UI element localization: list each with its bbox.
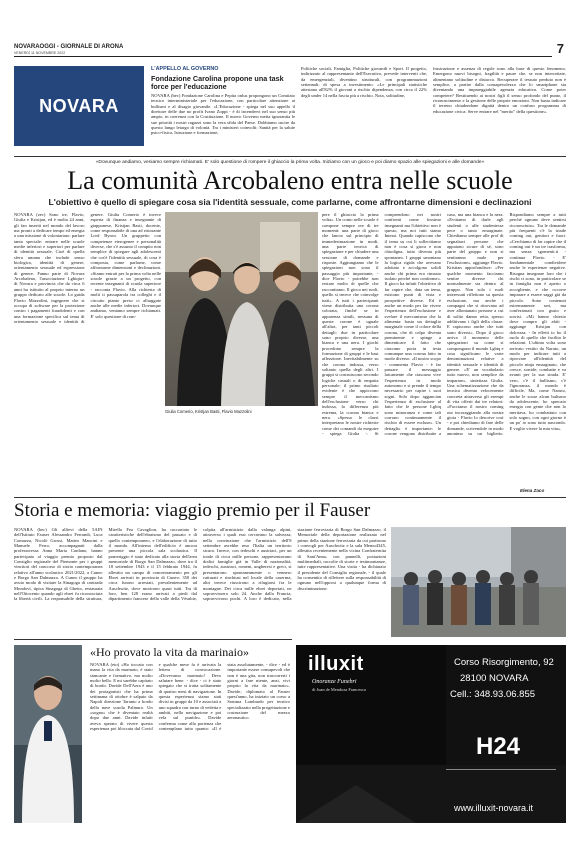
second-text: NOVARA (bec) Gli allievi della 5AIN dell'Istituto Fauser Alessandro Ferrandi, Luca Comazza, Nicolò Grossi, Matteo Mancini e Manuele Ferro, accompagnati dalla professoressa Anna Maria Cardano, hanno partecipato al viaggio premio proposto dal Consiglio regionale del Piemonte per i gruppi vincitori del concorso di storia contemporanea relativo all'anno scolastico 2021/2022, a Cuneo e Borgo San Dalmazzo. A Cuneo il gruppo ha avuto modo di visitare la Sinagoga di contrada Mondovì, tipica Sinagoga di Ghetto, restaurata nell'Ottocento quando agli ebrei fu riconosciuta la libertà civili. La responsabile della struttura, Mirella Fea Cavaglion, ha raccontato le caratteristiche dell'ebraismo del passato e di quello contemporaneo, e l'elaborazione di tutto il mondo. All'interno dell'edificio è ancora presente una piccola sala scolastica. Il pomeriggio è stato dedicato alla storia dell'area memoriale di Borgo San Dalmazzo, dove tra il 18 settembre 1943 e il 15 febbraio 1944, fu allestito un campo di concentramento per gli Ebrei arrivati in provincia di Cuneo: 350 dei circa furono arrestati, prevalentemente ad Auschwitz, dove morirono quasi tutti. Tra di loro, ben 128 erano arrivati a piedi dal dipartimento francese della valle della Vésubie, colpita all'armistizio dalla valanga alpini, attraverso i quali essi cercavano la salvezza, nella convinzione che l'armistizio dell'8 settembre avrebbe reso l'Italia un territorio sicuro. Invece, con tedeschi e austriaci, per un totale di circa mille persone, rappresentavano dodici famiglie già in Valle di nazionalità, tedeschi, austriaci, romeni, ungheresi e greci, si presentarono spontaneamente o vennero catturati e rinchiusi nel locale della caserma, altri invece riuscirono a rifugiarsi fra le montagne. Dei circa mille ebrei deportati, ne sopravvissero solo 24. Anche dalla Francia, sopravvivono pochi. A loro è dedicato, nella stazione ferroviaria di Borgo San Dalmazzo, il Memoriale della deportazione realizzato nel primo della stazione ferroviaria da cui partirono i convogli per Auschwitz e la sala Memo4345, allestita recentemente nella vicina Confraternita di Sant'Anna, con pannelli, postazioni multimediali, raccolte di storie e testimonianze, tutte rappresentative. Una visita - ha dichiarato il presidente del Consiglio regionale, - il quale ha consentito di riflettere sulla responsabilità di ognuno nell'opporsi a qualunque forma di discriminazione. [14,527,386,602]
third-photo-image [14,645,82,823]
section-label: NOVARA [14,66,144,146]
ad-sub: di Juan de Mendoza Francesca [312,687,366,692]
rule-second-top [14,497,566,498]
third-title: «Ho provato la vita da marinaio» [90,645,249,659]
ad-phone: Cell.: 348.93.06.855 [450,689,536,700]
sidebar-col3: frustrazione e assenza di regole sono alla base di questo fenomeno. Emergono nuovi bisogni, fragilità e paure che, se non intercettate, alimentano solitudine e distacco. Recuperare il tessuto perduto non è semplice, a partire dalla consapevolezza che lo smartphone sta diventando una impareggiabile agenzia educativa. Come poter competere? Restituendo ai nostri figli il senso profondo del punto, il riconoscimento e la gestione delle proprie emozioni. Non basta indicare il terreno chiudendone dignità dentro un confuso programma di educazione civica. Serve entrare nel "merito" della questione». [433,66,566,114]
header-rule [14,56,552,57]
ad-h24: H24 [476,733,521,760]
third-text: NOVARA (eto) «Ho toccato con mano la vita da marinaio, è stato stancante e formativo, ma molto molto bello. E mi sarebbe capitato di bordo. Davide Dell'Aera è uno dei protagonisti che ha prima settimana di ottobre è salpato da Napoli direzione Taranto a bordo della nave scuola Palinuro. Un «sogno» che è diventato realtà dopo due anni. Davide infatti aveva sperato di vivere questa esperienza poi bloccata dal Covid e qualche mese fa è arrivata la lettera di convocazione. «Dovevamo marinaio! Devo salutare bene. - dice - ci è stato spiegato che si tratta solitamente di quattro mesi di navigazione. In questa esperienza siamo stati divisi in gruppi da 10 e associati a uno squadra con turno di vedetta e ambiti, nella navigazione e poi vela sul puntile». Davide conferma come alla portenza che contemplano tutto quanto: «Il è stata assolutamente, - dice - ed è importante essere consapevoli che non è una gita, non trascorrerti i giorni a fare niente, anzi, vivi proprio la vita da marinaio». Davide, diplomato al Fauser quest'anno, ha iniziato un corso a Somma Lombardo per tecnico specializzato nella progettazione e costruzione del mezzo aeronautico. [90,662,290,732]
sidebar-col1: NOVARA (bec) Fondazione Carolina e Pepita onlus propongono un Comitato tecnico interministeriale per l'educazione, con particolare attenzione ai bullismi e al disagio giovanile. «L'Educazione - spiega nel suo appello il direttore delle due no profit Ivano Zoppi - è di incendervi nel suo senso più ampio, in coerenza con la Costituzione. Il nuovo Governo metta ignorantia le sue priorità i nostri ragazzi sono la vera sfida del Paese. Dobbiamo uscire da questo lungo letargo di volontà. Tra i ministeri coinvolti: Sanità per la salute psico-fisica, Istruzione e formazione, [151,93,295,136]
second-title: Storia e memoria: viaggio premio per il Fauser [14,500,371,521]
rule-main-top [14,156,566,157]
main-right-text: pere il ghiaccio la prima volta». Un conto nelle scuole è compone sempre ore di tre momenti: una parte di gioco che lancia sul principio di immedesimazione in modi, una parte teorica di spiegazione e per chiudere una sessione di domande e risposte. Aggiungiamo che le spiegazioni non sono il passaggio più importante, - dice Flavio - potrebbe non restare molto di quelle che raccontiamo. Il gioco nei ruoli, quello si invece che coinvolge tutti». A tutti i partecipanti viene distribuita una corona colorata, finché se in apparenza simili, nessuna di queste corone è uguale all'altra, per tanti piccoli dettagli: due in particolare sono proprio diverse, una bianca e una nera. I giochi procedono sempre la formazione di gruppi e le basi affezzione. Inevitabilmente su che corona indossa, verso soltanto quella degli altri. I gruppi si costruiscono secondo logiche casuali o di empatia personale; il primo risultato evidente è che appiccono sempre il meccanismo dell'esclusione verso chi indossa, la differenza più estrema, la corona bianca e nera. «Spesso le classi interpretano le nostre richieste come dei comandi da eseguire - spiega Giulia -. Si comprendono nei nostri confronti come fossimo insegnanti ma l'obiettivo non è questo, ma noi tutti siamo Intessi. Quando capiscono che il tema su cui li sollecitiamo non è cosa si gioca e non chiodigna, tutto diventa più spontaneo. I gruppi smontano la logica rigida che avevano adottato e accolgono solidi anche chi prima era rimasto isolato perché non conforme». Il gioco ha infatti l'obiettivo di far capire che, data un tema, esistono punti di vista e prospettive diverse. Ed è anche un modo per far vivere l'esperienza dell'esclusione e svelare il meccanismo che la alimenta: basta un dettaglio marginale come il colore della corona, che di colpo diventa preminente e spinge a dimenticare il fatto che ciascuno porta in testa comunque una corona fatto in modo diverso. «Il nostro scopo - commenta Flavio - è far passare il messaggio laicamente che ciascuno vive l'esperienza in modo autonomo e si prende il tempo necessario per capire i suoi sogni. Solo dopo aggancian l'esperienza di esclusione al fatto che le persone Lgbtq sono minoranza e come tali corrono continuamente il rischio di essere escluse». Un dettaglio è importante: le corone vengono distribuite a caso, ma una bianca e la nera. «Evitiamo di darle agli studenti o alle studentesse pece o tanto emarginate. Chiediamo sempre alle prof di segnalarci persone che appaiono sicure di sé, sono parte del gruppo e non si sentiranno male per l'esclusione», aggiunge Flavio. Kristian approfondisce: «Per qualche momento facciamo sentire diverse chi normalmente sta dentro al gruppo. Non solo i ruoli interessati riflettono su questa esclusione, ma anche i compagni che si ritrovano ad aver allontanato persone a cui di solito danno retta, spesso additivano i figli della classe. E capiscono anche che tutti sono diversi». Dopo il gioco arriva il momento delle spiegazioni su come si compongono il mondo Lgbtq e cosa significano le varie denominazioni relative a identità sessuale e identità di genere. «E' un vocabolario tutto nuovo, non semplice da imparare», sintetizza Giulia. Una schematizzazione che da tecnica diventa velocemente concreta attraverso gli esempi di vita offerti dai tre relatori: «Facciamo il nostro coming out incoraggiando alla nostra gioia - Flavio lo descrive così - e poi chiediamo di fare delle domande, scrivendole in modo anonimo su un biglietto. Rispondiamo sempre a tutti perché ognuno deve sentirsi riconosciuto». Tra le domande più frequenti c'è la triade coming out, genitori e fuori. «Cerchiamo di far capire che il coming out è un tre trasforma, ma senza sgomenti.it - continua Flavio. - E' fondamentale condividere anche le esperienze negative. Bisogna insegnare loro che i rischi ci sono, in particolare se in famiglia non è aperto o accogliente, e che occorre imparare a essere saggi già da piccolo. Sono contenuti estremamente seri, ma confezionati con gusto e sorrisi. «Mi hanno chiesto dove compro gli abiti - aggiunge Kristjan con dolcezza. - In effetti io ho il ruolo di quello che facilita le relazioni. L'ultima volta sono arrivato vestito da Naruto, un modo per indicare tutti a riprovare all'identità del piccolo ninja emarginato, che cresce, sorride, combatte e va avanti per la sua strada. E' vero, c'è il bullismo, c'è l'ignoranza, il mondo è difficile. Ma, come Naruto, anche le scuse alcun bulismo da adolescente, ho sprecato energia con gente che non lo meritava, ho combattuto con solo sogno, con ogni giorno è un po' io sono tutto nascondo. E voglio vivere la mia vita». [322,212,566,437]
page-header [14,43,566,55]
main-photo-caption: Giulia Comerio, Kristjan Basti, Flavio Mazzolini [165,409,252,414]
funeral-ad [296,645,566,823]
rule-third-top [14,639,292,640]
main-quote: «Dovunque andiamo, veniamo sempre richiamati. E' solo questione di rompere il ghiaccio la prima volta. Iniziamo con un gioco e poi diamo spazio alle spiegazioni e alle domande» [95,160,485,165]
page-number: 7 [556,41,564,56]
main-title: La comunità Arcobaleno entra nelle scuole [67,166,513,195]
ad-brand: illuxit [308,653,364,675]
ad-tagline: Onoranze Funebri [312,679,357,685]
ad-divider [446,769,556,770]
main-photo [165,212,318,406]
sidebar-col2: Politiche sociali, Famiglia, Politiche giovanili e Sport. Il progetto, indirizzato al rappresentante dell'Esecutivo, prevede interventi che, da emergenziali, diventino strutturali, con programmazioni settennali: di spesa a investimento. «Le principali statistiche attestano all'82% il giovani a rischio dipendenza, con circa il 22% degli under 14 nella fascia più a rischio. Nota, solitudine, [301,66,427,98]
ad-address1: Corso Risorgimento, 92 [454,657,554,668]
issue-date: VENERDÌ 11 NOVEMBRE 2022 [14,51,66,55]
paper-name: NOVARAOGGI - GIORNALE DI ARONA [14,44,124,50]
ad-url[interactable]: www.illuxit-novara.it [454,803,534,813]
sidebar-article [151,66,566,152]
third-photo [14,645,82,823]
sidebar-title: Fondazione Carolina propone una task force per l'educazione [151,74,284,92]
main-subtitle: L'obiettivo è quello di spiegare cosa sia l'identità sessuale, come parlarne, come affrontarne dimensioni e declinazioni [48,197,532,207]
main-center-text [165,416,318,494]
main-left-text: NOVARA (zec) Sono tre, Flavio, Giulia e Kristjan, ed è molta 24 anni, gli fan inseriti nel mondo del lavoro ma pronti a dedicare tempo ed energia a una missione di volontariato: parlare tanto speciale: entrare nelle scuole medie inferiori e superiori per parlare di identità sessuale. Cioè di quella sfera umana che include senso biologico, identità di genere, orientamento sessuale ed espressione di genere. Fanno parte di Novara Arcobaleno, l'associazione Lgbtqia+ di Novara e provincia che da circa 6 anni ha istituito al proprio interno un gruppo dedicato alle scuole. Lo guida Flavio Mazzolini, ingegnere che si occupa di software per la protezione contro i pagamenti fraudolenti e con una formazione specifica sul tema di orientamento sessuale e identità di genere. Giulia Comerio è invece esperta di finanza e insegnante di giapponese, Kristjan Basti, docente, come responsabile di una ad ristorante Lord Byron. Un gruppetto con competenze eterogenee e personalità diverse, che s'è assunto il compito non semplice di spiegare agli adolescenti che cos'è l'identità sessuale, di cosa è composta, come parlarne, come affrontarne dimensioni e declinazioni. «Siamo entrati per la prima volta nelle scuole grazie a un progetto, con recente insegnanti di scuola superiore - racconta Flavio. Alla richiesta di molti ti passaparola tra colleghi e il circuito pianto preso ci allarggate anche alle medie inferiori. Dovunque andiamo, veniamo sempre richiamati. E' solo questione di rom- [14,212,161,324]
main-signature: Elena Zaco [520,488,545,493]
second-photo-image [391,527,566,637]
ad-address2: 28100 NOVARA [460,673,529,684]
second-photo [391,527,566,637]
main-photo-image [165,212,318,406]
sidebar-kicker: L'APPELLO AL GOVERNO [151,66,219,72]
